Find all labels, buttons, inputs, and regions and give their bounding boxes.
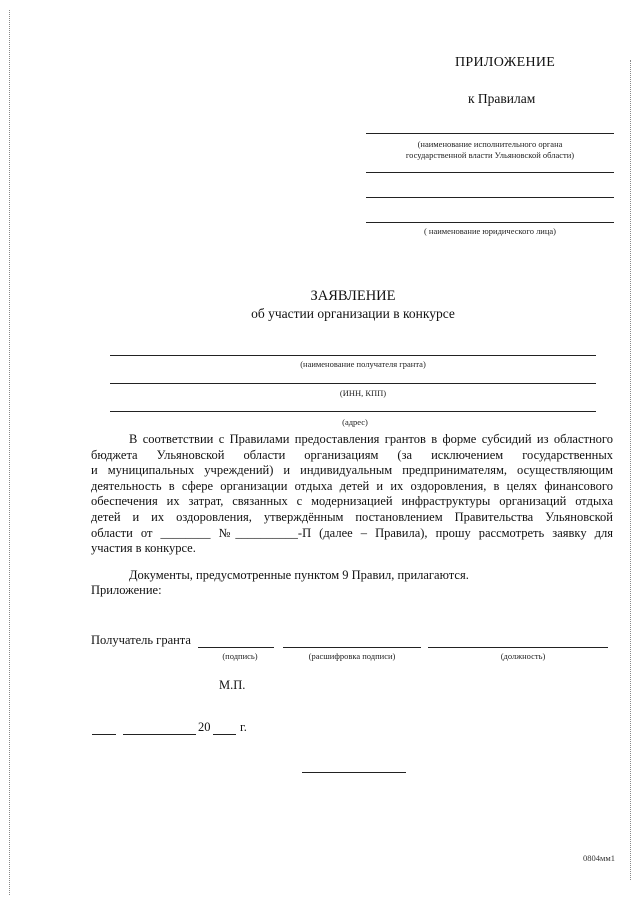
body-paragraph <box>91 432 613 557</box>
body-line-7: области от ________ №__________-П (далее – Правила), прошу рассмотреть заявку для <box>91 525 613 540</box>
attachment-label: Приложение: <box>91 583 162 597</box>
recipient-name-line[interactable] <box>110 355 596 356</box>
scan-margin-left <box>9 10 13 895</box>
signature-caption: (подпись) <box>222 651 258 661</box>
document-code: 0804мм1 <box>583 853 616 863</box>
body-line-4: деятельность в сфере организации отдыха детей и их оздоровления, в целях финансового <box>91 478 613 493</box>
document-title: ЗАЯВЛЕНИЕ <box>310 288 396 304</box>
scan-margin-right <box>630 60 634 880</box>
authority-caption-line2: государственной власти Ульяновской области) <box>405 150 575 160</box>
document-subtitle: об участии организации в конкурсе <box>251 306 455 321</box>
body-line-2: бюджета Ульяновской области организациям (за исключением государственных <box>91 447 613 462</box>
date-year-suffix: г. <box>240 720 247 734</box>
signature-line[interactable] <box>198 647 274 648</box>
date-year-line[interactable] <box>213 734 236 735</box>
position-line[interactable] <box>428 647 608 648</box>
body-line-5: обеспечения их затрат, связанных с модернизацией инфраструктуры организаций отдыха <box>91 494 613 509</box>
date-month-line[interactable] <box>123 734 196 735</box>
address-line[interactable] <box>110 411 596 412</box>
legal-entity-line-2[interactable] <box>366 197 614 198</box>
signature-decoding-caption: (расшифровка подписи) <box>308 651 396 661</box>
legal-entity-caption: ( наименование юридического лица) <box>423 226 557 236</box>
documents-attached-line: Документы, предусмотренные пунктом 9 Правил, прилагаются. <box>129 568 469 582</box>
bottom-signature-line[interactable] <box>302 772 406 773</box>
date-day-line[interactable] <box>92 734 116 735</box>
legal-entity-line-3[interactable] <box>366 222 614 223</box>
inn-kpp-line[interactable] <box>110 383 596 384</box>
recipient-name-caption: (наименование получателя гранта) <box>300 359 426 369</box>
body-line-6: детей и их оздоровления, утверждённым постановлением Правительства Ульяновской <box>91 509 613 524</box>
stamp-label: М.П. <box>219 678 246 692</box>
authority-name-line[interactable] <box>366 133 614 134</box>
appendix-title: ПРИЛОЖЕНИЕ <box>455 55 556 70</box>
legal-entity-line-1[interactable] <box>366 172 614 173</box>
appendix-subtitle: к Правилам <box>468 91 536 106</box>
body-line-3: и муниципальных учреждений) и индивидуальным предпринимателям, осуществляющим <box>91 463 613 478</box>
authority-caption-line1: (наименование исполнительного органа <box>417 139 563 149</box>
inn-kpp-caption: (ИНН, КПП) <box>339 388 387 398</box>
body-line-8: участия в конкурсе. <box>91 541 196 556</box>
date-year-prefix: 20 <box>198 720 211 734</box>
recipient-label: Получатель гранта <box>91 633 191 647</box>
address-caption: (адрес) <box>342 417 368 427</box>
body-line-1: В соответствии с Правилами предоставления грантов в форме субсидий из областного <box>129 432 613 446</box>
signature-decoding-line[interactable] <box>283 647 421 648</box>
position-caption: (должность) <box>500 651 546 661</box>
